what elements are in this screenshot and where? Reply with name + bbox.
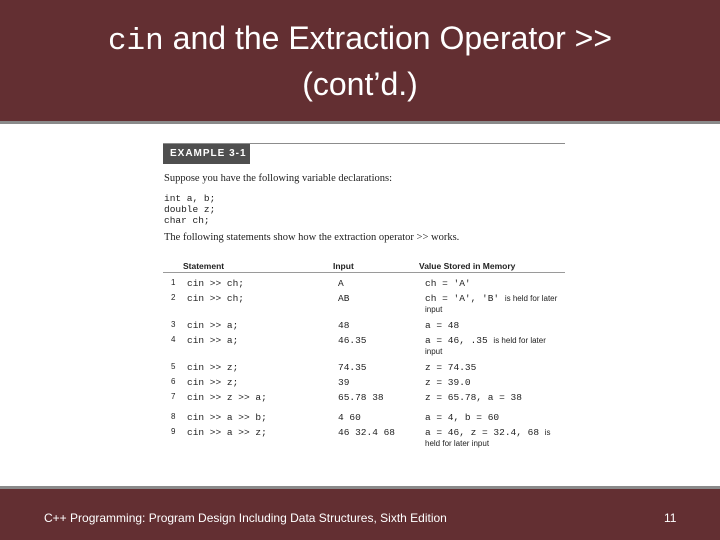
row-value	[425, 392, 561, 403]
row-value	[425, 427, 561, 449]
row-number: 6	[171, 377, 176, 386]
row-number: 1	[171, 278, 176, 287]
row-number: 8	[171, 412, 176, 421]
row-input: 4 60	[338, 412, 361, 423]
declaration-char: char ch;	[164, 215, 210, 226]
row-value	[425, 362, 561, 373]
row-number: 3	[171, 320, 176, 329]
header-input: Input	[333, 261, 354, 271]
page-number: 11	[664, 511, 677, 525]
footer-banner	[0, 486, 720, 540]
row-value-text: ch = 'A'	[425, 278, 471, 289]
declaration-double: double z;	[164, 204, 216, 215]
slide-title-line-2: (cont’d.)	[302, 65, 418, 102]
row-statement: cin >> a >> b;	[187, 412, 267, 423]
row-input: 65.78 38	[338, 392, 384, 403]
row-value	[425, 293, 561, 315]
row-value-text: a = 48	[425, 320, 460, 331]
row-value	[425, 320, 561, 331]
row-statement: cin >> z >> a;	[187, 392, 267, 403]
row-note: is held for later input	[425, 336, 546, 356]
row-input: AB	[338, 293, 350, 304]
title-text: and the Extraction Operator >>	[163, 19, 613, 56]
row-statement: cin >> ch;	[187, 293, 245, 304]
row-number: 2	[171, 293, 176, 302]
slide-title-line-1	[108, 17, 612, 63]
row-value	[425, 278, 561, 289]
row-value-text: ch = 'A', 'B'	[425, 293, 500, 304]
row-statement: cin >> a;	[187, 335, 239, 346]
example-intro: Suppose you have the following variable declarations:	[164, 173, 393, 184]
example-figure	[163, 140, 565, 448]
header-value: Value Stored in Memory	[419, 261, 516, 271]
title-banner	[0, 0, 720, 124]
footer-text: C++ Programming: Program Design Including Data Structures, Sixth Edition	[44, 511, 447, 525]
row-number: 5	[171, 362, 176, 371]
row-input: 74.35	[338, 362, 367, 373]
row-statement: cin >> a;	[187, 320, 239, 331]
row-note: is held for later input	[425, 428, 551, 448]
row-input: 46.35	[338, 335, 367, 346]
row-input: 46 32.4 68	[338, 427, 396, 438]
row-value-text: z = 74.35	[425, 362, 477, 373]
row-input: 39	[338, 377, 350, 388]
row-value-text: a = 46, .35	[425, 335, 488, 346]
row-number: 7	[171, 392, 176, 401]
row-value	[425, 335, 561, 357]
row-input: A	[338, 278, 344, 289]
header-statement: Statement	[183, 261, 225, 271]
row-number: 4	[171, 335, 176, 344]
row-input: 48	[338, 320, 350, 331]
row-number: 9	[171, 427, 176, 436]
row-statement: cin >> ch;	[187, 278, 245, 289]
row-note: is held for later input	[425, 294, 558, 314]
row-value-text: z = 65.78, a = 38	[425, 392, 522, 403]
row-value-text: a = 46, z = 32.4, 68	[425, 427, 540, 438]
example-badge: EXAMPLE 3-1	[163, 144, 250, 164]
row-value	[425, 377, 561, 388]
title-code-text: cin	[107, 23, 164, 59]
row-statement: cin >> a >> z;	[187, 427, 267, 438]
declaration-int: int a, b;	[164, 193, 216, 204]
header-rule	[163, 272, 565, 273]
row-value-text: a = 4, b = 60	[425, 412, 500, 423]
row-statement: cin >> z;	[187, 377, 239, 388]
row-value	[425, 412, 561, 423]
row-value-text: z = 39.0	[425, 377, 471, 388]
row-statement: cin >> z;	[187, 362, 239, 373]
example-lead: The following statements show how the extraction operator >> works.	[164, 232, 460, 243]
